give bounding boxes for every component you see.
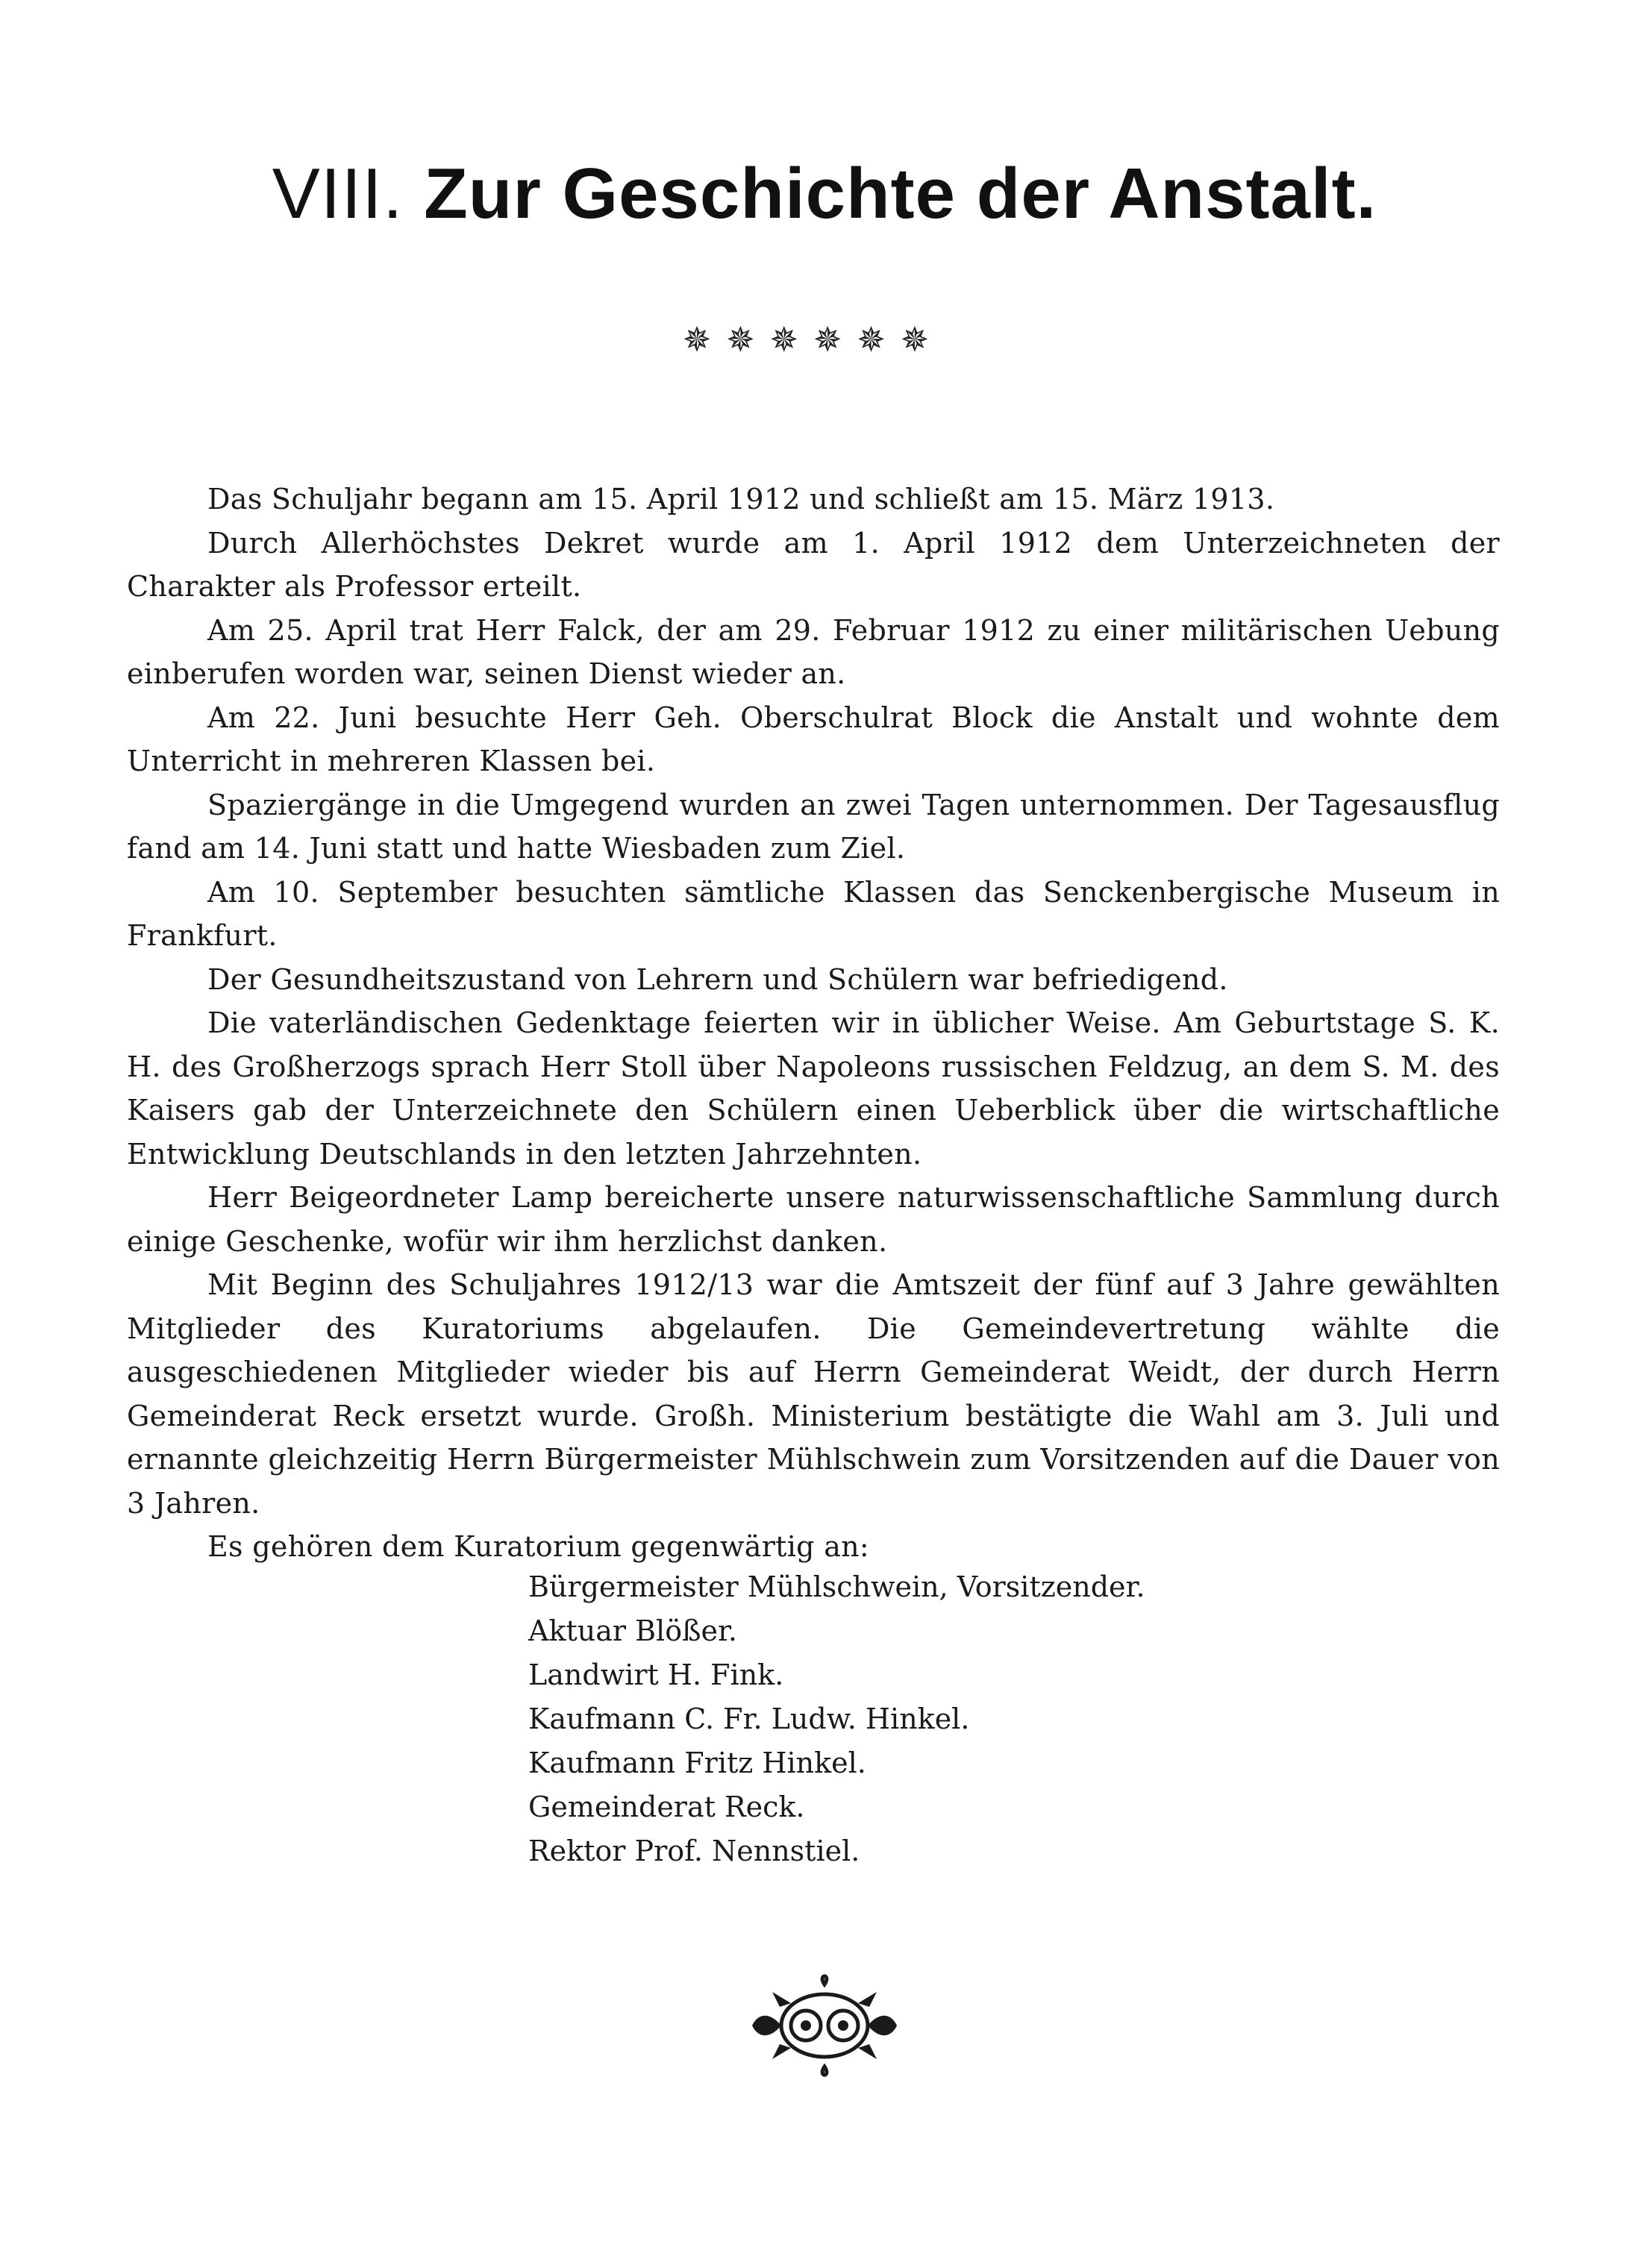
section-title-text: Zur Geschichte der Anstalt. (424, 154, 1377, 234)
list-item: Gemeinderat Reck. (528, 1791, 805, 1823)
paragraph-museum-visit: Am 10. September besuchten sämtliche Klassen das Senckenbergische Museum in Frankfurt. (127, 875, 1500, 952)
section-title (0, 153, 1649, 235)
chronicle-text (127, 477, 1500, 1569)
ornament-star-icon: ✵ (769, 319, 799, 360)
paragraph-commemorations: Die vaterländischen Gedenktage feierten wir in üblicher Weise. Am Geburtstage S. K. H. des Großherzogs sprach Herr Stoll über Napoleons russischen Feldzug, an dem S. M. des Kaisers gab der Unterzeichnete den Schülern einen Ueberblick über die wirtschaftliche Entwicklung Deutschlands in den letzten Jahrzehnten. (127, 1006, 1500, 1171)
list-item: Aktuar Blößer. (528, 1614, 738, 1647)
paragraph-board-intro: Es gehören dem Kuratorium gegenwärtig an: (207, 1530, 870, 1563)
list-item: Kaufmann C. Fr. Ludw. Hinkel. (528, 1702, 970, 1735)
list-item: Landwirt H. Fink. (528, 1658, 784, 1691)
ornament-star-icon: ✵ (813, 319, 842, 360)
list-item: Bürgermeister Mühlschwein, Vorsitzender. (528, 1570, 1145, 1603)
paragraph-professor-title: Durch Allerhöchstes Dekret wurde am 1. April 1912 dem Unterzeichneten der Charakter als Professor erteilt. (127, 526, 1500, 603)
paragraph-health: Der Gesundheitszustand von Lehrern und Schülern war befriedigend. (207, 962, 1228, 996)
paragraph-falck-return: Am 25. April trat Herr Falck, der am 29. Februar 1912 zu einer militärischen Uebung einberufen worden war, seinen Dienst wieder an. (127, 613, 1500, 690)
ornament-star-icon: ✵ (857, 319, 886, 360)
paragraph-donation: Herr Beigeordneter Lamp bereicherte unsere naturwissenschaftliche Sammlung durch einige Geschenke, wofür wir ihm herzlichst danken. (127, 1181, 1500, 1258)
board-member-list (528, 1565, 1349, 1873)
paragraph-excursions: Spaziergänge in die Umgegend wurden an zwei Tagen unternommen. Der Tagesausflug fand am 14. Juni statt und hatte Wiesbaden zum Ziel. (127, 788, 1500, 865)
ornament-star-icon: ✵ (682, 319, 712, 360)
ornament-star-icon: ✵ (900, 319, 930, 360)
section-numeral: VIII. (272, 154, 404, 234)
title-ornament (679, 317, 933, 362)
paragraph-school-year: Das Schuljahr begann am 15. April 1912 und schließt am 15. März 1913. (207, 483, 1275, 516)
paragraph-board-election: Mit Beginn des Schuljahres 1912/13 war die Amtszeit der fünf auf 3 Jahre gewählten Mitglieder des Kuratoriums abgelaufen. Die Gemeindevertretung wählte die ausgeschiedenen Mitglieder wieder bis auf Herrn Gemeinderat Weidt, der durch Herrn Gemeinderat Reck ersetzt wurde. Großh. Ministerium bestätigte die Wahl am 3. Juli und ernannte gleichzeitig Herrn Bürgermeister Mühlschwein zum Vorsitzenden auf die Dauer von 3 Jahren. (127, 1268, 1500, 1520)
list-item: Kaufmann Fritz Hinkel. (528, 1747, 866, 1779)
paragraph-inspection: Am 22. Juni besuchte Herr Geh. Oberschulrat Block die Anstalt und wohnte dem Unterricht in mehreren Klassen bei. (127, 701, 1500, 777)
list-item: Rektor Prof. Nennstiel. (528, 1835, 860, 1867)
end-ornament-icon (746, 1970, 903, 2081)
ornament-star-icon: ✵ (726, 319, 755, 360)
